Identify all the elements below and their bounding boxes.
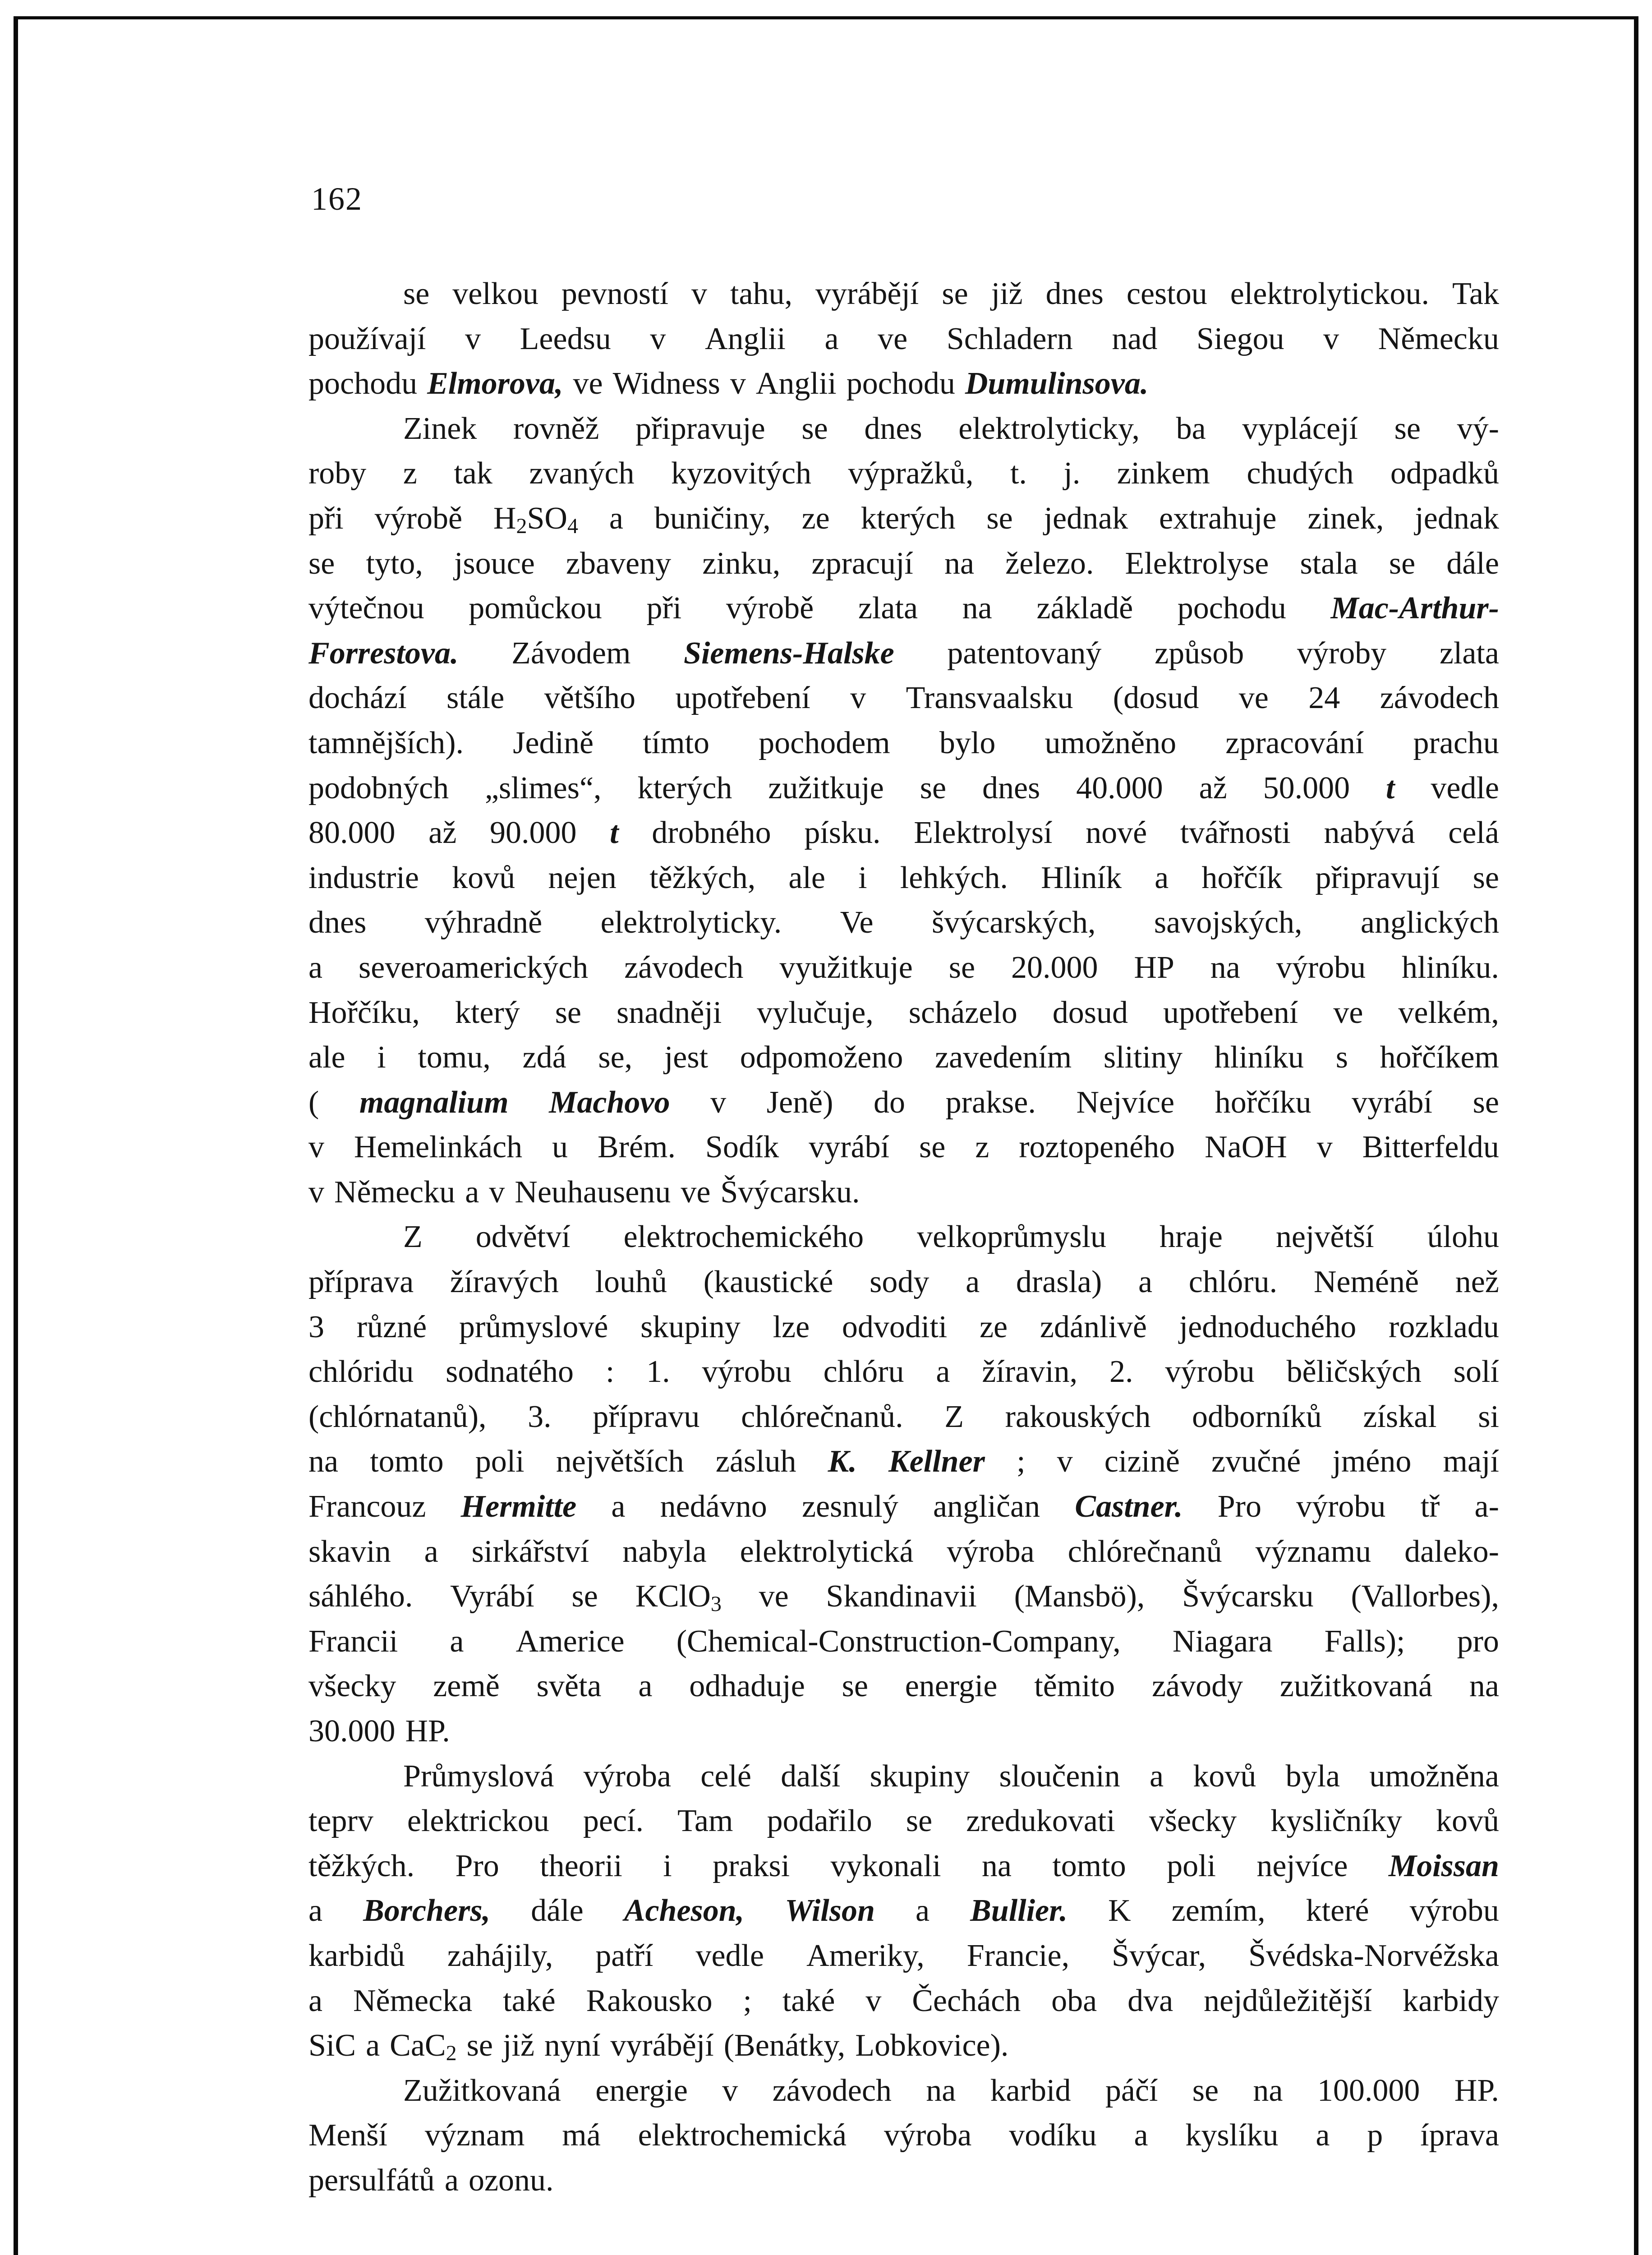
text-line: Francouz Hermitte a nedávno zesnulý angličan Castner. Pro výrobu tř a- [308,1489,1499,1524]
text-line: v Německu a v Neuhausenu ve Švýcarsku. [308,1174,860,1210]
text-line: Zinek rovněž připravuje se dnes elektrolyticky, ba vyplácejí se vý- [403,411,1499,446]
text-line: se velkou pevností v tahu, vyrábějí se již dnes cestou elektrolytickou. Tak [403,276,1499,311]
text-line: a Borchers, dále Acheson, Wilson a Bullier. K zemím, které výrobu [308,1893,1499,1928]
text-line: všecky země světa a odhaduje se energie těmito závody zužitkovaná na [308,1669,1499,1704]
paragraph [308,2068,1499,2203]
text-line: Zužitkovaná energie v závodech na karbid páčí se na 100.000 HP. [403,2073,1499,2108]
text-line: dnes výhradně elektrolyticky. Ve švýcarských, savojských, anglických [308,905,1499,940]
text-line: 30.000 HP. [308,1714,450,1749]
text-line: dochází stále většího upotřebení v Transvaalsku (dosud ve 24 závodech [308,681,1499,716]
text-line: skavin a sirkářství nabyla elektrolytická výroba chlórečnanů významu daleko- [308,1534,1499,1569]
text-line: Z odvětví elektrochemického velkoprůmyslu hraje největší úlohu [403,1220,1499,1255]
text-line: se tyto, jsouce zbaveny zinku, zpracují na železo. Elektrolyse stala se dále [308,546,1499,581]
text-line: ( magnalium Machovo v Jeně) do prakse. Nejvíce hořčíku vyrábí se [308,1085,1499,1120]
body-text [308,272,1499,2203]
text-line: industrie kovů nejen těžkých, ale i lehkých. Hliník a hořčík připravují se [308,860,1499,895]
page-number: 162 [311,181,363,217]
text-line: Forrestova. Závodem Siemens-Halske patentovaný způsob výroby zlata [308,635,1499,671]
text-line: tamnějších). Jedině tímto pochodem bylo umožněno zpracování prachu [308,725,1499,760]
text-line: sáhlého. Vyrábí se KClO$_3$ ve Skandinavii (Mansbö), Švýcarsku (Vallorbes), [308,1579,1499,1616]
text-line: podobných „slimes“, kterých zužitkuje se dnes 40.000 až 50.000 t vedle [308,770,1499,805]
text-line: a severoamerických závodech využitkuje se 20.000 HP na výrobu hliníku. [308,950,1499,985]
paragraph [308,1215,1499,1753]
paragraph [308,1754,1499,2068]
text-line: persulfátů a ozonu. [308,2163,554,2198]
text-line: výtečnou pomůckou při výrobě zlata na základě pochodu Mac-Arthur- [308,591,1499,626]
text-line: roby z tak zvaných kyzovitých výpražků, t. j. zinkem chudých odpadků [308,456,1499,491]
text-line: chlóridu sodnatého : 1. výrobu chlóru a žíravin, 2. výrobu běličských solí [308,1354,1499,1390]
text-line: při výrobě $H_2SO_4$ a buničiny, ze kterých se jednak extrahuje zinek, jednak [308,501,1499,538]
text-line: Francii a Americe (Chemical-Construction-Company, Niagara Falls); pro [308,1624,1499,1659]
paragraph [308,406,1499,1215]
text-line: pochodu Elmorova, ve Widness v Anglii pochodu Dumulinsova. [308,366,1149,401]
paragraph [308,272,1499,406]
text-line: ale i tomu, zdá se, jest odpomoženo zavedením slitiny hliníku s hořčíkem [308,1040,1499,1075]
text-line: Menší význam má elektrochemická výroba vodíku a kyslíku a p íprava [308,2118,1499,2153]
text-line: používají v Leedsu v Anglii a ve Schladern nad Siegou v Německu [308,321,1499,356]
text-line: v Hemelinkách u Brém. Sodík vyrábí se z roztopeného NaOH v Bitterfeldu [308,1130,1499,1165]
text-line: a Německa také Rakousko ; také v Čechách oba dva nejdůležitější karbidy [308,1983,1499,2018]
text-line: těžkých. Pro theorii i praksi vykonali na tomto poli nejvíce Moissan [308,1848,1499,1883]
text-line: SiC a CaC$_2$ se již nyní vyrábějí (Benátky, Lobkovice). [308,2028,1009,2066]
text-line: karbidů zahájily, patří vedle Ameriky, Francie, Švýcar, Švédska-Norvéžska [308,1938,1499,1973]
text-line: na tomto poli největších zásluh K. Kellner ; v cizině zvučné jméno mají [308,1444,1499,1479]
text-line: (chlórnatanů), 3. přípravu chlórečnanů. Z rakouských odborníků získal si [308,1399,1499,1434]
text-line: teprv elektrickou pecí. Tam podařilo se zredukovati všecky kysličníky kovů [308,1804,1499,1839]
text-line: 3 různé průmyslové skupiny lze odvoditi ze zdánlivě jednoduchého rozkladu [308,1309,1499,1344]
text-line: Průmyslová výroba celé další skupiny sloučenin a kovů byla umožněna [403,1758,1499,1794]
text-line: příprava žíravých louhů (kaustické sody a drasla) a chlóru. Neméně než [308,1265,1499,1300]
text-line: 80.000 až 90.000 t drobného písku. Elektrolysí nové tvářnosti nabývá celá [308,815,1499,851]
text-line: Hořčíku, který se snadněji vylučuje, scházelo dosud upotřebení ve velkém, [308,995,1499,1030]
